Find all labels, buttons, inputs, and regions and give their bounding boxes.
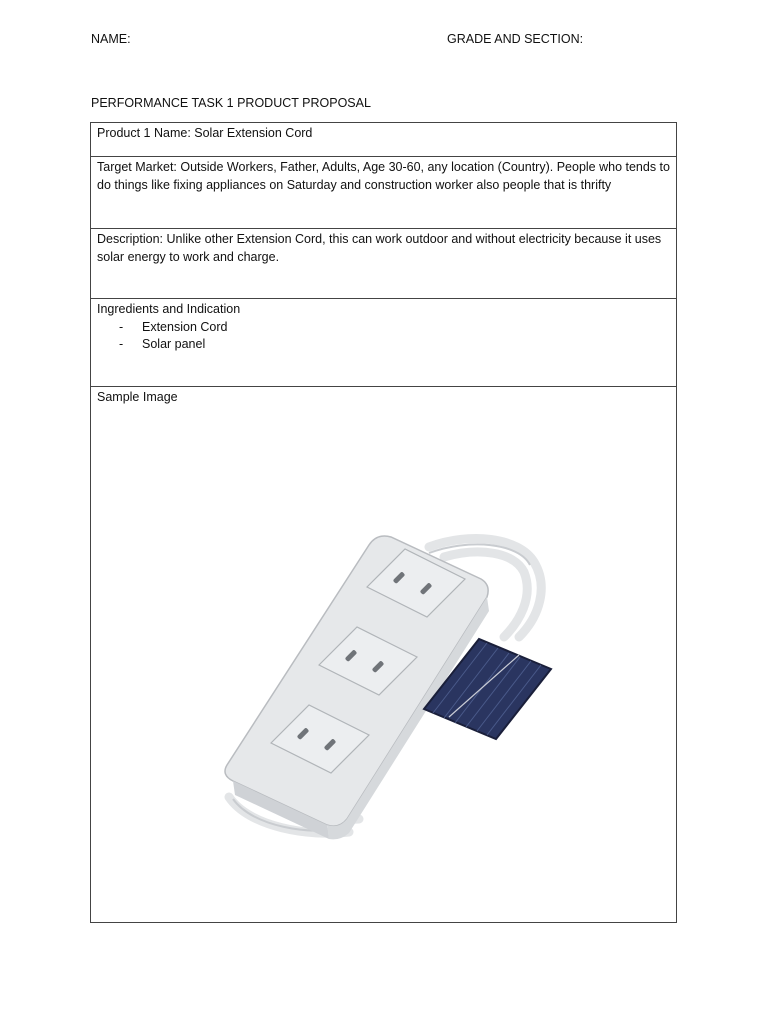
ingredients-heading: Ingredients and Indication xyxy=(97,302,241,316)
page-title: PERFORMANCE TASK 1 PRODUCT PROPOSAL xyxy=(91,96,371,110)
name-label: NAME: xyxy=(91,32,131,46)
sample-image-label: Sample Image xyxy=(97,390,178,404)
ingredients-cell xyxy=(91,299,676,387)
grade-and-section-label: GRADE AND SECTION: xyxy=(447,32,584,46)
target-market-cell: Target Market: Outside Workers, Father, Adults, Age 30-60, any location (Country). People who tends to do things like fixing appliances on Saturday and construction worker also people that is thrifty xyxy=(91,157,676,229)
proposal-table xyxy=(90,122,677,923)
list-item xyxy=(97,336,670,354)
product-name-cell: Product 1 Name: Solar Extension Cord xyxy=(91,123,676,157)
list-item-text: Extension Cord xyxy=(142,319,228,334)
list-item xyxy=(97,319,670,337)
description-cell: Description: Unlike other Extension Cord, this can work outdoor and without electricity because it uses solar energy to work and charge. xyxy=(91,229,676,299)
sample-image-cell xyxy=(91,387,676,922)
list-dash: - xyxy=(119,319,124,334)
solar-extension-cord-image xyxy=(219,527,599,847)
list-dash: - xyxy=(119,337,124,351)
list-item-text: Solar panel xyxy=(142,337,206,351)
